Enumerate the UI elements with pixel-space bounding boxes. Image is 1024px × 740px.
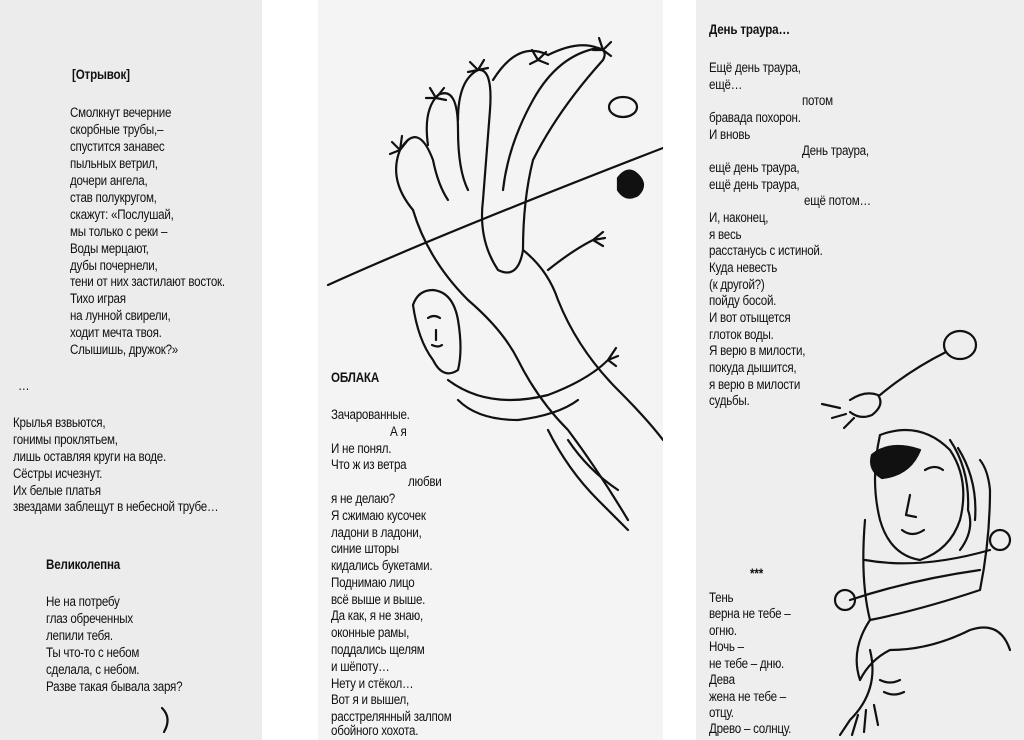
poem-line: жена не тебе –: [709, 689, 786, 704]
poem-line: потом: [802, 93, 833, 108]
poem-line: расстанусь с истиной.: [709, 243, 823, 258]
poem-line: Тихо играя: [70, 291, 126, 306]
poem-line: Воды мерцают,: [70, 241, 149, 256]
poem-title-shadow: ***: [750, 566, 764, 581]
poem-line: лепили тебя.: [46, 628, 113, 643]
poem-line: А я: [390, 424, 407, 439]
poem-line: Что ж из ветра: [331, 457, 407, 472]
poem-line: Нету и стёкол…: [331, 676, 414, 691]
poem-line: любви: [408, 474, 442, 489]
poem-line: Не на потребу: [46, 594, 120, 609]
poem-line: Я верю в милости,: [709, 343, 806, 358]
poem-line: День траура,: [802, 143, 869, 158]
poem-line: дочери ангела,: [70, 173, 148, 188]
poem-line: Ночь –: [709, 639, 744, 654]
poem-line: обойного хохота.: [331, 723, 419, 738]
poem-line: спустится занавес: [70, 139, 165, 154]
poem-line: Крылья взвьются,: [13, 415, 106, 430]
poem-line: покуда дышится,: [709, 360, 797, 375]
poem-line: всё выше и выше.: [331, 592, 426, 607]
illustration-face-figure: [810, 320, 1024, 740]
poem-line: Древо – солнцу.: [709, 721, 792, 736]
poem-line: Дева: [709, 672, 735, 687]
poem-line: Тень: [709, 590, 734, 605]
poem-line: гонимы проклятьем,: [13, 432, 118, 447]
poem-line: лишь оставляя круги на воде.: [13, 449, 166, 464]
poem-line: Куда невесть: [709, 260, 778, 275]
poem-line: я весь: [709, 227, 742, 242]
poem-line: Вот я и вышел,: [331, 692, 410, 707]
poem-title-mourning: День траура…: [709, 22, 790, 37]
poem-line: расстрелянный залпом: [331, 709, 452, 724]
poem-line: И не понял.: [331, 441, 392, 456]
poem-line: звездами заблещут в небесной трубе…: [13, 499, 219, 514]
poem-line: отцу.: [709, 705, 734, 720]
poem-line: Смолкнут вечерние: [70, 105, 172, 120]
poem-line: и шёпоту…: [331, 659, 390, 674]
poem-line: пыльных ветрил,: [70, 156, 158, 171]
poem-line: мы только с реки –: [70, 224, 168, 239]
poem-line: Да как, я не знаю,: [331, 608, 423, 623]
poem-line: Поднимаю лицо: [331, 575, 415, 590]
poem-line: Сёстры исчезнут.: [13, 466, 103, 481]
poem-line: И, наконец,: [709, 210, 769, 225]
poem-line: я не делаю?: [331, 491, 396, 506]
poem-line: ходит мечта твоя.: [70, 325, 162, 340]
poem-line: скорбные трубы,–: [70, 122, 164, 137]
poem-line: тени от них застилают восток.: [70, 274, 225, 289]
poem-line: не тебе – дню.: [709, 656, 785, 671]
poem-line: Ещё день траура,: [709, 60, 801, 75]
poem-line: Я сжимаю кусочек: [331, 508, 426, 523]
poem-title-fragment: [Отрывок]: [72, 67, 130, 82]
poem-line: поддались щелям: [331, 642, 425, 657]
poem-line: сделала, с небом.: [46, 662, 140, 677]
poem-line: я верю в милости: [709, 377, 801, 392]
poem-line: пойду босой.: [709, 293, 777, 308]
poem-line: став полукругом,: [70, 190, 157, 205]
poem-line: синие шторы: [331, 541, 399, 556]
poem-line: Зачарованные.: [331, 407, 410, 422]
poem-title-clouds: ОБЛАКА: [331, 370, 380, 385]
scan-mark-icon: [150, 700, 180, 740]
poem-line: Ты что-то с небом: [46, 645, 140, 660]
poem-line: Слышишь, дружок?»: [70, 342, 178, 357]
poem-line: ладони в ладони,: [331, 525, 422, 540]
poem-line: глаз обреченных: [46, 611, 133, 626]
poem-line: бравада похорон.: [709, 110, 801, 125]
poem-line: ещё день траура,: [709, 177, 800, 192]
poem-line: Разве такая бывала заря?: [46, 679, 183, 694]
poem-separator: …: [18, 378, 30, 393]
poem-line: судьбы.: [709, 393, 750, 408]
poem-title-magnificent: Великолепна: [46, 557, 121, 572]
poem-line: на лунной свирели,: [70, 308, 171, 323]
poem-line: глоток воды.: [709, 327, 774, 342]
poem-line: ещё день траура,: [709, 160, 800, 175]
poem-line: оконные рамы,: [331, 625, 410, 640]
poem-line: И вновь: [709, 127, 751, 142]
poem-line: скажут: «Послушай,: [70, 207, 174, 222]
poem-line: И вот отыщется: [709, 310, 791, 325]
poem-line: ещё…: [709, 77, 743, 92]
poem-line: Их белые платья: [13, 483, 101, 498]
poem-line: кидались букетами.: [331, 558, 433, 573]
poem-line: верна не тебе –: [709, 606, 791, 621]
poem-line: дубы почернели,: [70, 258, 158, 273]
poem-line: (к другой?): [709, 277, 765, 292]
poem-line: огню.: [709, 623, 737, 638]
poem-line: ещё потом…: [804, 193, 871, 208]
